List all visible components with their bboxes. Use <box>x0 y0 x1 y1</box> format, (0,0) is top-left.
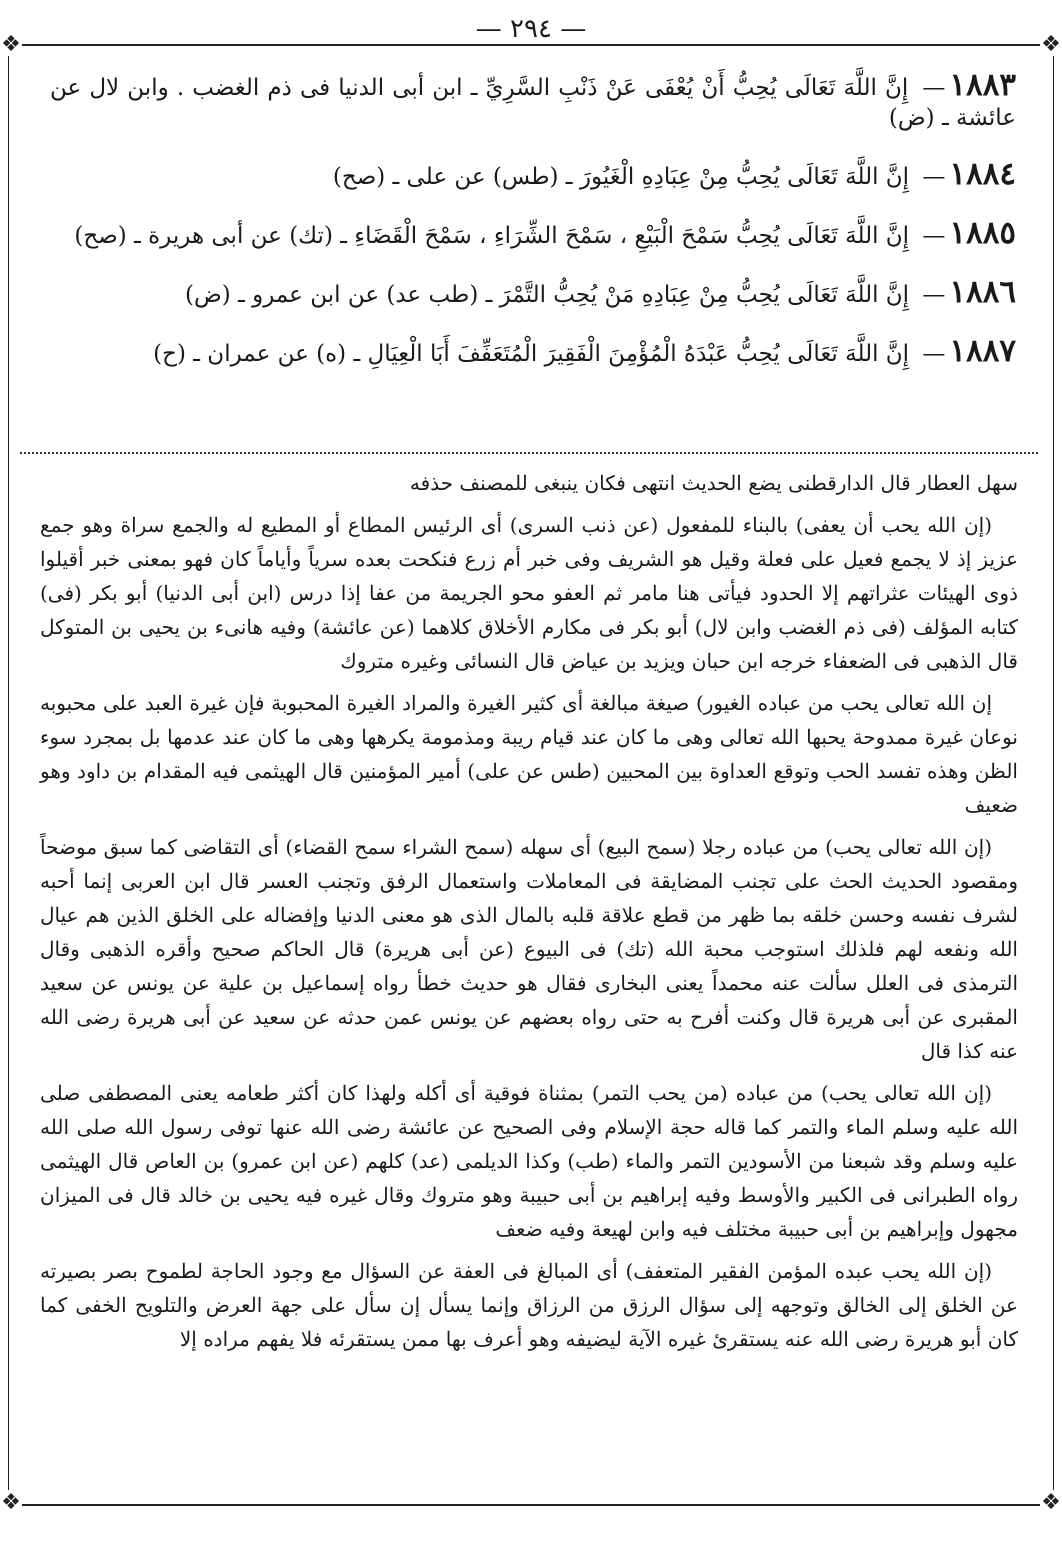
commentary-paragraph: (إن الله تعالى يحب) من عباده رجلا (سمح البيع) أى سهله (سمح الشراء سمح القضاء) أى التقاضى كما سبق موضحاً ومقصود الحديث الحث على تجنب المضايقة فى المعاملات واستعمال الرفق وتجنب العسر قال ابن العربى إنما أحبه لشرف نفسه وحسن خلقه بما ظهر من قطع علاقة قلبه بالمال الذى هو معنى الدنيا وإفضاله على الخلق الذين هم عيال الله ونفعه لهم فلذلك استوجب محبة الله (تك) فى البيوع (عن أبى هريرة) قال الحاكم صحيح وأقره الذهبى وقال الترمذى فى العلل سألت عنه محمداً يعنى البخارى فقال هو حديث خطأ رواه إسماعيل بن علية عن يونس عن سعيد المقبرى عن أبى هريرة قال وكنت أفرح به حتى رواه بعضهم عن يونس عمن حدثه عن سعيد عن أبى هريرة رضى الله عنه كذا قال <box>40 835 1018 1063</box>
hadith-number: ١٨٨٧ <box>949 333 1016 369</box>
commentary-paragraph: سهل العطار قال الدارقطنى يضع الحديث انتهى فكان ينبغى للمصنف حذفه <box>409 471 1018 495</box>
hadith-entry: ١٨٨٧— إِنَّ اللَّهَ تَعَالَى يُحِبُّ عَبْدَهُ الْمُؤْمِنَ الْفَقِيرَ الْمُتَعَفِّفَ أَبَا الْعِيَالِ ـ (ه) عن عمران ـ (ح) <box>153 333 1016 369</box>
section-divider <box>20 452 1038 454</box>
hadith-list <box>50 67 1016 395</box>
commentary-paragraph: (إن الله يحب عبده المؤمن الفقير المتعفف) أى المبالغ فى العفة عن السؤال مع وجود الحاجة لطموح بصر بصيرته عن الخلق إلى الخالق وتوجهه إلى سؤال الرزق من الرزاق وإنما يسأل إن سأل على جهة العرض والتلويح الخفى كما كان أبو هريرة رضى الله عنه يستقرئ غيره الآية ليضيفه وهو أعرف بها ممن يستقرئه فلا يفهم مراده إلا <box>40 1259 1018 1351</box>
corner-ornament-icon: ❖ <box>1041 32 1061 57</box>
commentary-paragraph: (إن الله يحب أن يعفى) بالبناء للمفعول (عن ذنب السرى) أى الرئيس المطاع أو المطيع له والجمع سراة وهو جمع عزيز إذ لا يجمع فعيل على فعلة وقيل هو الشريف وفى خبر أم زرع فنكحت بعده سرياً وأياماً كان فهو بمعنى خبر أقيلوا ذوى الهيئات عثراتهم إلا الحدود فيأتى هنا مامر ثم العفو محو الجريمة من عفا إذا درس (ابن أبى الدنيا) أبو بكر (فى) كتابه المؤلف (فى ذم الغضب وابن لال) أبو بكر فى مكارم الأخلاق كلاهما (عن عائشة) وفيه هانىء بن يحيى بن المتوكل قال الذهبى فى الضعفاء خرجه ابن حبان ويزيد بن عياض قال النسائى وغيره متروك <box>40 513 1018 673</box>
commentary-section <box>40 466 1018 1364</box>
corner-ornament-icon: ❖ <box>1 32 21 57</box>
frame-right-rule <box>1053 54 1054 1490</box>
hadith-number: ١٨٨٤ <box>949 156 1016 192</box>
hadith-text: إِنَّ اللَّهَ تَعَالَى يُحِبُّ عَبْدَهُ الْمُؤْمِنَ الْفَقِيرَ الْمُتَعَفِّفَ أَبَا الْعِيَالِ ـ (ه) عن عمران ـ (ح) <box>153 341 910 367</box>
hadith-entry: ١٨٨٦— إِنَّ اللَّهَ تَعَالَى يُحِبُّ مِنْ عِبَادِهِ مَنْ يُحِبُّ التَّمْرَ ـ (طب عد) عن ابن عمرو ـ (ض) <box>184 274 1016 310</box>
hadith-text: إِنَّ اللَّهَ تَعَالَى يُحِبُّ أَنْ يُعْفَى عَنْ ذَنْبِ السَّرِيِّ ـ ابن أبى الدنيا فى ذم الغضب . وابن لال عن عائشة ـ (ض) <box>50 75 1016 131</box>
commentary-paragraph: (إن الله تعالى يحب) من عباده (من يحب التمر) بمثناة فوقية أى أكله ولهذا كان أكثر طعامه يعنى المصطفى صلى الله عليه وسلم الماء والتمر كما قاله حجة الإسلام وفى الصحيح عن عائشة رضى الله عنها توفى رسول الله صلى الله عليه وسلم وقد شبعنا من الأسودين التمر والماء (طب) وكذا الديلمى (عد) كلهم (عن ابن عمرو) بن العاص قال الهيثمى رواه الطبرانى فى الكبير والأوسط وفيه إبراهيم بن أبى حبيبة وهو متروك وقال غيره فيه يحيى بن خالد قال فى الميزان مجهول وإبراهيم بن أبى حبيبة مختلف فيه وابن لهيعة وفيه ضعف <box>40 1081 1018 1241</box>
hadith-number: ١٨٨٣ <box>949 67 1016 103</box>
hadith-entry: ١٨٨٥— إِنَّ اللَّهَ تَعَالَى يُحِبُّ سَمْحَ الْبَيْعِ ، سَمْحَ الشِّرَاءِ ، سَمْحَ الْقَضَاءِ ـ (تك) عن أبى هريرة ـ (صح) <box>74 215 1016 251</box>
hadith-number: ١٨٨٥ <box>949 215 1016 251</box>
frame-left-rule <box>8 54 9 1490</box>
hadith-text: إِنَّ اللَّهَ تَعَالَى يُحِبُّ مِنْ عِبَادِهِ مَنْ يُحِبُّ التَّمْرَ ـ (طب عد) عن ابن عمرو ـ (ض) <box>184 282 910 308</box>
hadith-entry: ١٨٨٤— إِنَّ اللَّهَ تَعَالَى يُحِبُّ مِنْ عِبَادِهِ الْغَيُورَ ـ (طس) عن على ـ (صح) <box>332 156 1016 192</box>
hadith-number: ١٨٨٦ <box>949 274 1016 310</box>
hadith-text: إِنَّ اللَّهَ تَعَالَى يُحِبُّ مِنْ عِبَادِهِ الْغَيُورَ ـ (طس) عن على ـ (صح) <box>332 164 910 190</box>
hadith-entry: ١٨٨٣— إِنَّ اللَّهَ تَعَالَى يُحِبُّ أَنْ يُعْفَى عَنْ ذَنْبِ السَّرِيِّ ـ ابن أبى الدنيا فى ذم الغضب . وابن لال عن عائشة ـ (ض) <box>50 67 1016 131</box>
page-number: — ٢٩٤ — <box>475 14 587 44</box>
corner-ornament-icon: ❖ <box>1 1490 21 1515</box>
corner-ornament-icon: ❖ <box>1041 1490 1061 1515</box>
commentary-paragraph: إن الله تعالى يحب من عباده الغيور) صيغة مبالغة أى كثير الغيرة والمراد الغيرة المحبوبة فإن غيرة العبد على محبوبه نوعان غيرة ممدوحة يحبها الله تعالى وهى ما كان عند قيام ريبة ومذمومة يكرهها وهى ما كان عند عدمها بل بمجرد سوء الظن وهذه تفسد الحب وتوقع العداوة بين المحبين (طس عن على) أمير المؤمنين قال الهيثمى فيه المقدام بن داود وهو ضعيف <box>40 691 1018 817</box>
hadith-text: إِنَّ اللَّهَ تَعَالَى يُحِبُّ سَمْحَ الْبَيْعِ ، سَمْحَ الشِّرَاءِ ، سَمْحَ الْقَضَاءِ ـ (تك) عن أبى هريرة ـ (صح) <box>74 223 910 249</box>
